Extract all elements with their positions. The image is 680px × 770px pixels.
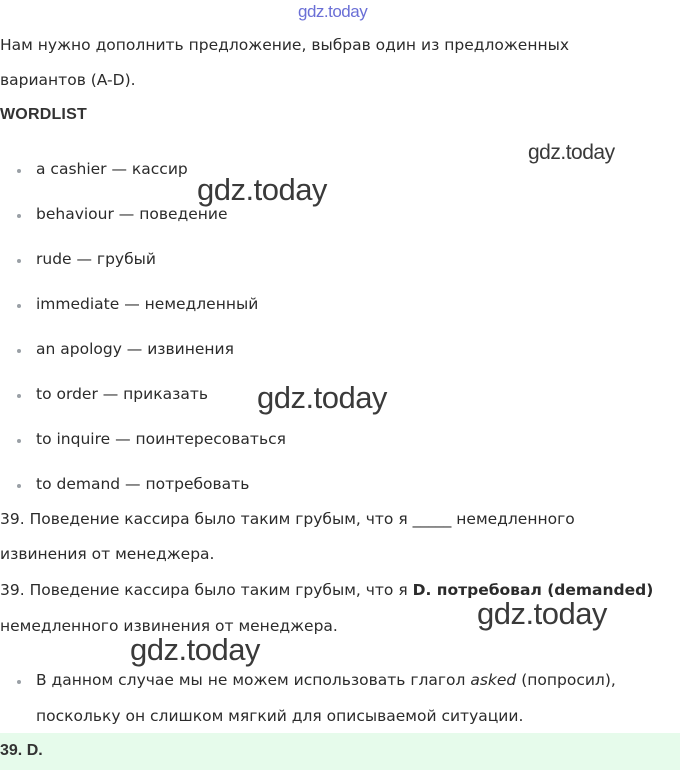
bullet-icon	[17, 349, 21, 353]
bullet-icon	[17, 259, 21, 263]
watermark-4: gdz.today	[477, 596, 607, 631]
watermark-2: gdz.today	[197, 172, 327, 207]
note-word: asked	[470, 671, 517, 689]
wordlist-heading: WORDLIST	[0, 106, 87, 123]
bullet-icon	[17, 169, 21, 173]
solution-line-2: немедленного извинения от менеджера.	[0, 617, 338, 635]
wordlist-item: immediate — немедленный	[36, 295, 259, 313]
bullet-icon	[17, 680, 21, 684]
note-suffix: (попросил),	[516, 671, 616, 689]
watermark-5: gdz.today	[130, 632, 260, 667]
solution-prefix: 39. Поведение кассира было таким грубым, что я	[0, 581, 413, 599]
question-line-2: извинения от менеджера.	[0, 545, 215, 563]
bullet-icon	[17, 304, 21, 308]
wordlist-item: to inquire — поинтересоваться	[36, 430, 286, 448]
solution-answer: D. потребовал (demanded)	[412, 581, 654, 599]
bullet-icon	[17, 394, 21, 398]
note-line-1	[36, 671, 616, 689]
answer-text: 39. D.	[0, 742, 43, 759]
bullet-icon	[17, 439, 21, 443]
intro-line-2: вариантов (A-D).	[0, 71, 136, 89]
wordlist-item: to demand — потребовать	[36, 475, 250, 493]
question-line-1: 39. Поведение кассира было таким грубым, что я _____ немедленного	[0, 510, 575, 528]
wordlist-item: behaviour — поведение	[36, 205, 228, 223]
answer-box	[0, 733, 680, 770]
watermark-1: gdz.today	[528, 141, 615, 164]
wordlist-item: a cashier — кассир	[36, 160, 188, 178]
note-prefix: В данном случае мы не можем использовать глагол	[36, 671, 471, 689]
wordlist-item: rude — грубый	[36, 250, 156, 268]
watermark-3: gdz.today	[257, 380, 387, 415]
note-line-2: поскольку он слишком мягкий для описываемой ситуации.	[36, 707, 524, 725]
wordlist-item: an apology — извинения	[36, 340, 234, 358]
bullet-icon	[17, 214, 21, 218]
watermark-top: gdz.today	[298, 2, 368, 21]
bullet-icon	[17, 484, 21, 488]
intro-line-1: Нам нужно дополнить предложение, выбрав один из предложенных	[0, 36, 570, 54]
wordlist-item: to order — приказать	[36, 385, 208, 403]
